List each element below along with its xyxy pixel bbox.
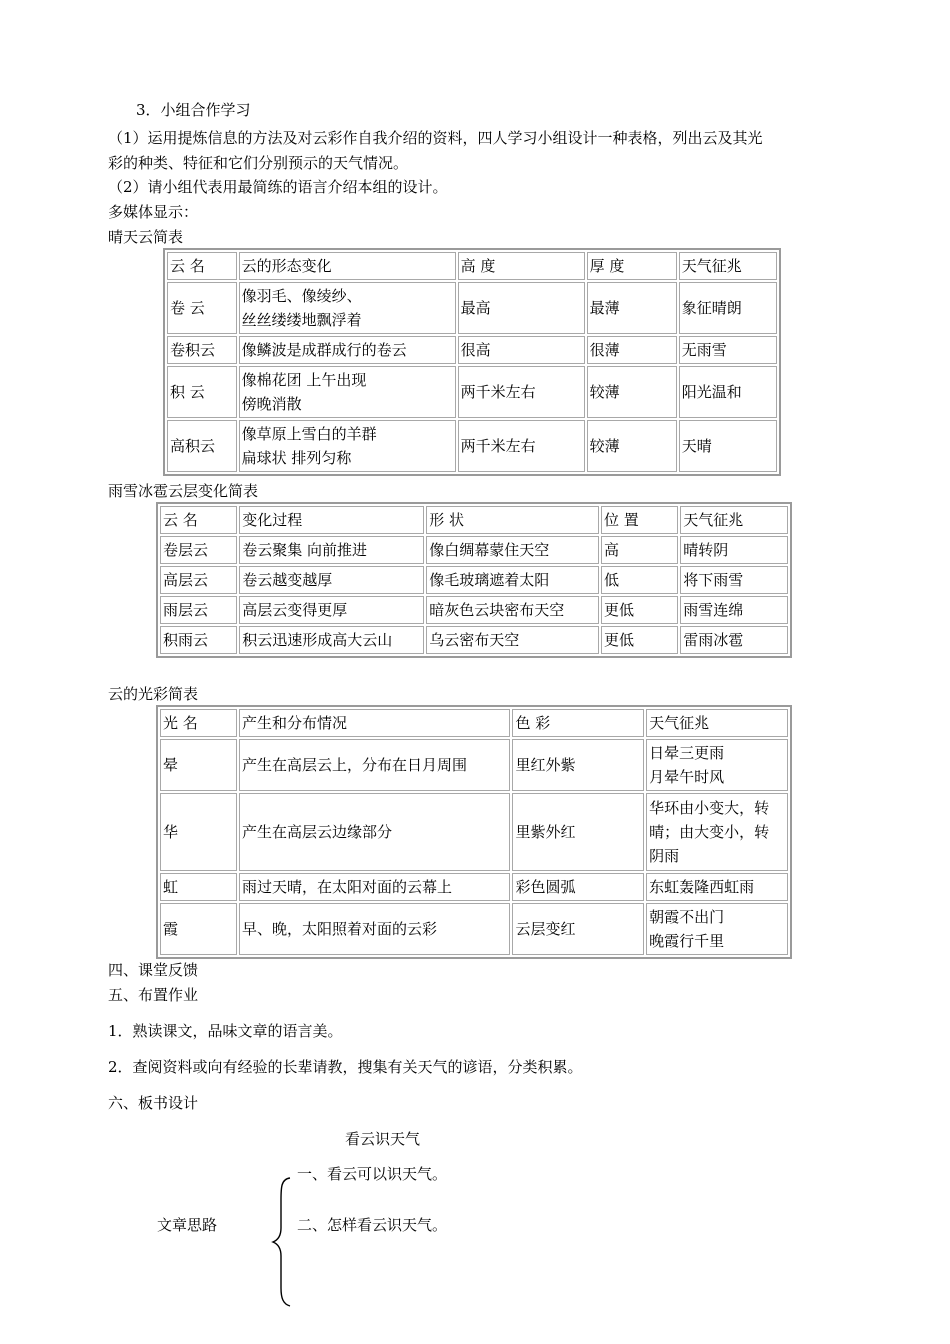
cell-line: 像毛玻璃遮着太阳 bbox=[429, 571, 550, 589]
section-heading: 3．小组合作学习 bbox=[136, 101, 251, 119]
cell-line: 卷层云 bbox=[163, 541, 209, 559]
cell-line: 将下雨雪 bbox=[683, 571, 744, 589]
table-cell bbox=[680, 596, 788, 624]
cell-line: 里红外紫 bbox=[515, 756, 576, 774]
cell-line: 无雨雪 bbox=[681, 341, 727, 359]
cell-line: 产生在高层云上，分布在日月周围 bbox=[241, 756, 467, 774]
cell-line: 乌云密布天空 bbox=[429, 631, 520, 649]
homework-item: 2．查阅资料或向有经验的长辈请教，搜集有关天气的谚语，分类积累。 bbox=[108, 1058, 583, 1076]
cell-line: 积云迅速形成高大云山 bbox=[242, 631, 393, 649]
table-cell bbox=[679, 282, 777, 334]
cell-line: 里紫外红 bbox=[515, 823, 576, 841]
table-row bbox=[160, 566, 788, 594]
table-cell bbox=[239, 596, 424, 624]
section-heading: 五、布置作业 bbox=[108, 986, 199, 1004]
table-cell bbox=[426, 536, 599, 564]
cell-line: 天晴 bbox=[681, 437, 712, 455]
table-caption: 晴天云简表 bbox=[108, 228, 184, 246]
cell-line: 晴；由大变小，转 bbox=[649, 823, 770, 841]
table-row bbox=[167, 282, 777, 334]
table-cell bbox=[239, 420, 456, 472]
table-row bbox=[160, 873, 788, 901]
precipitation-cloud-table bbox=[156, 502, 792, 658]
cell-line: 最薄 bbox=[589, 299, 620, 317]
cell-line: 卷云聚集 向前推进 bbox=[242, 541, 368, 559]
table-cell bbox=[160, 566, 237, 594]
table-cell bbox=[646, 739, 788, 791]
cell-line: 高层云 bbox=[163, 571, 209, 589]
cell-line: 像草原上雪白的羊群 bbox=[241, 425, 377, 443]
table-cell bbox=[160, 873, 237, 901]
table-cell bbox=[239, 566, 424, 594]
table-header-row bbox=[160, 709, 788, 737]
table-cell bbox=[512, 739, 644, 791]
header-cell: 光 名 bbox=[160, 709, 237, 737]
cell-line: 很薄 bbox=[589, 341, 620, 359]
section-heading: 六、板书设计 bbox=[108, 1094, 199, 1112]
cell-line: 低 bbox=[603, 571, 619, 589]
table-cell bbox=[426, 596, 599, 624]
table-cell bbox=[160, 536, 237, 564]
cell-line: 云层变红 bbox=[515, 920, 576, 938]
cell-line: 两千米左右 bbox=[460, 383, 536, 401]
header-cell: 云的形态变化 bbox=[239, 252, 456, 280]
table-cell bbox=[512, 873, 644, 901]
table-cell bbox=[426, 566, 599, 594]
table-cell bbox=[587, 420, 677, 472]
table-cell bbox=[160, 596, 237, 624]
table-cell bbox=[160, 793, 237, 871]
section-heading: 四、课堂反馈 bbox=[108, 961, 199, 979]
cell-line: 霞 bbox=[163, 920, 179, 938]
cell-line: 较薄 bbox=[589, 437, 620, 455]
cell-line: 卷积云 bbox=[170, 341, 216, 359]
header-cell: 高 度 bbox=[458, 252, 585, 280]
table-cell bbox=[160, 903, 237, 955]
cell-line: 早、晚，太阳照着对面的云彩 bbox=[241, 920, 437, 938]
table-cell bbox=[167, 282, 237, 334]
table-cell bbox=[512, 903, 644, 955]
board-point: 一、看云可以识天气。 bbox=[297, 1165, 448, 1183]
cell-line: 雨雪连绵 bbox=[683, 601, 744, 619]
table-cell bbox=[458, 336, 585, 364]
cell-line: 最高 bbox=[460, 299, 491, 317]
cell-line: 雨过天晴，在太阳对面的云幕上 bbox=[241, 878, 452, 896]
table-cell bbox=[239, 366, 456, 418]
cell-line: 月晕午时风 bbox=[649, 768, 725, 786]
table-cell bbox=[160, 739, 237, 791]
table-cell bbox=[239, 626, 424, 654]
cell-line: 华环由小变大，转 bbox=[649, 799, 770, 817]
table-cell bbox=[646, 793, 788, 871]
cell-line: 卷 云 bbox=[170, 299, 205, 317]
table-cell bbox=[239, 282, 456, 334]
cell-line: 朝霞不出门 bbox=[649, 908, 725, 926]
table-row bbox=[160, 793, 788, 871]
table-row bbox=[160, 596, 788, 624]
table-cell bbox=[239, 793, 510, 871]
cell-line: 很高 bbox=[460, 341, 491, 359]
table-cell bbox=[239, 536, 424, 564]
cell-line: 积雨云 bbox=[163, 631, 209, 649]
table-cell bbox=[239, 739, 510, 791]
header-cell: 云 名 bbox=[167, 252, 237, 280]
table-row bbox=[160, 536, 788, 564]
cell-line: 晕 bbox=[163, 756, 179, 774]
table-cell bbox=[680, 566, 788, 594]
header-cell: 变化过程 bbox=[239, 506, 424, 534]
table-cell bbox=[646, 903, 788, 955]
table-row bbox=[160, 739, 788, 791]
table-cell bbox=[512, 793, 644, 871]
board-side-label: 文章思路 bbox=[157, 1216, 218, 1234]
table-row bbox=[167, 336, 777, 364]
cell-line: 丝丝缕缕地飘浮着 bbox=[241, 311, 362, 329]
cell-line: 像鳞波是成群成行的卷云 bbox=[241, 341, 407, 359]
table-cell bbox=[680, 536, 788, 564]
table-cell bbox=[601, 536, 678, 564]
cell-line: 阴雨 bbox=[649, 847, 680, 865]
table-row bbox=[167, 366, 777, 418]
table-row bbox=[160, 626, 788, 654]
cell-line: 东虹轰隆西虹雨 bbox=[649, 878, 755, 896]
table-cell bbox=[167, 366, 237, 418]
cloud-light-table bbox=[156, 705, 792, 959]
header-cell: 产生和分布情况 bbox=[239, 709, 510, 737]
table-cell bbox=[587, 336, 677, 364]
table-row bbox=[167, 420, 777, 472]
homework-item: 1．熟读课文，品味文章的语言美。 bbox=[108, 1022, 343, 1040]
board-point: 二、怎样看云识天气。 bbox=[297, 1216, 448, 1234]
header-cell: 天气征兆 bbox=[680, 506, 788, 534]
table-cell bbox=[458, 420, 585, 472]
cell-line: 更低 bbox=[603, 601, 634, 619]
header-cell: 色 彩 bbox=[512, 709, 644, 737]
cell-line: 像白绸幕蒙住天空 bbox=[429, 541, 550, 559]
cell-line: 阳光温和 bbox=[681, 383, 742, 401]
table-cell bbox=[679, 420, 777, 472]
table-cell bbox=[587, 366, 677, 418]
cell-line: 两千米左右 bbox=[460, 437, 536, 455]
table-cell bbox=[601, 566, 678, 594]
table-cell bbox=[160, 626, 237, 654]
table-cell bbox=[601, 626, 678, 654]
table-cell bbox=[426, 626, 599, 654]
table-cell bbox=[680, 626, 788, 654]
cell-line: 卷云越变越厚 bbox=[242, 571, 333, 589]
table-cell bbox=[239, 873, 510, 901]
table-cell bbox=[458, 366, 585, 418]
header-cell: 云 名 bbox=[160, 506, 237, 534]
cell-line: 高层云变得更厚 bbox=[242, 601, 348, 619]
table-caption: 云的光彩简表 bbox=[108, 685, 199, 703]
cell-line: 晚霞行千里 bbox=[649, 932, 725, 950]
cell-line: 更低 bbox=[603, 631, 634, 649]
cell-line: 彩色圆弧 bbox=[515, 878, 576, 896]
table-cell bbox=[167, 420, 237, 472]
cell-line: 华 bbox=[163, 823, 179, 841]
header-cell: 天气征兆 bbox=[679, 252, 777, 280]
table-cell bbox=[679, 336, 777, 364]
table-header-row bbox=[160, 506, 788, 534]
brace-icon bbox=[270, 1176, 296, 1308]
cell-line: 扁球状 排列匀称 bbox=[241, 449, 352, 467]
media-label: 多媒体显示： bbox=[108, 203, 199, 221]
cell-line: 像棉花团 上午出现 bbox=[241, 371, 367, 389]
table-header-row bbox=[167, 252, 777, 280]
header-cell: 形 状 bbox=[426, 506, 599, 534]
task-1-line-1: （1）运用提炼信息的方法及对云彩作自我介绍的资料，四人学习小组设计一种表格，列出云及其光 bbox=[108, 129, 763, 147]
cell-line: 象征晴朗 bbox=[681, 299, 742, 317]
cell-line: 产生在高层云边缘部分 bbox=[241, 823, 392, 841]
table-cell bbox=[167, 336, 237, 364]
table-cell bbox=[601, 596, 678, 624]
cell-line: 晴转阴 bbox=[683, 541, 729, 559]
table-cell bbox=[587, 282, 677, 334]
table-cell bbox=[239, 903, 510, 955]
header-cell: 天气征兆 bbox=[646, 709, 788, 737]
table-cell bbox=[679, 366, 777, 418]
cell-line: 虹 bbox=[163, 878, 179, 896]
cell-line: 高积云 bbox=[170, 437, 216, 455]
cell-line: 雷雨冰雹 bbox=[683, 631, 744, 649]
header-cell: 厚 度 bbox=[587, 252, 677, 280]
cell-line: 雨层云 bbox=[163, 601, 209, 619]
cell-line: 积 云 bbox=[170, 383, 205, 401]
sunny-cloud-table bbox=[163, 248, 781, 476]
cell-line: 像羽毛、像绫纱、 bbox=[241, 287, 362, 305]
cell-line: 暗灰色云块密布天空 bbox=[429, 601, 565, 619]
table-cell bbox=[458, 282, 585, 334]
table-cell bbox=[239, 336, 456, 364]
cell-line: 较薄 bbox=[589, 383, 620, 401]
header-cell: 位 置 bbox=[601, 506, 678, 534]
cell-line: 傍晚消散 bbox=[241, 395, 302, 413]
table-cell bbox=[646, 873, 788, 901]
board-title: 看云识天气 bbox=[345, 1130, 421, 1148]
cell-line: 高 bbox=[603, 541, 619, 559]
task-2: （2）请小组代表用最简练的语言介绍本组的设计。 bbox=[108, 178, 448, 196]
table-row bbox=[160, 903, 788, 955]
table-caption: 雨雪冰雹云层变化简表 bbox=[108, 482, 259, 500]
cell-line: 日晕三更雨 bbox=[649, 744, 725, 762]
task-1-line-2: 彩的种类、特征和它们分别预示的天气情况。 bbox=[108, 154, 409, 172]
